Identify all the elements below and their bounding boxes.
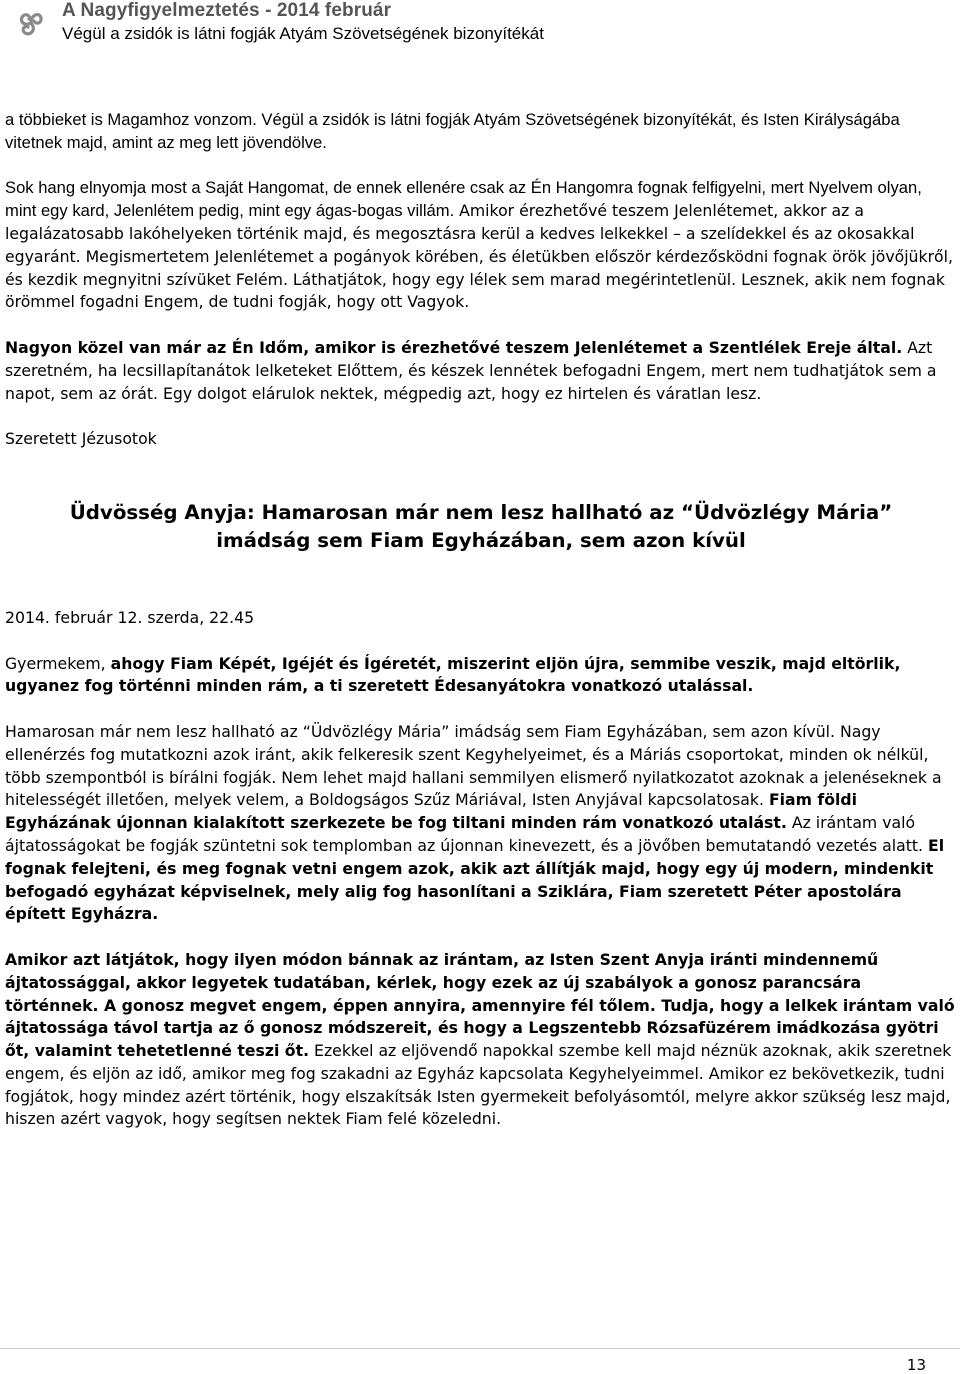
paragraph-text: Hamarosan már nem lesz hallható az “Üdvözlégy Mária” imádság sem Fiam Egyházában, sem azon kívül. Nagy ellenérzés fog mutatkozni azok iránt, akik felkeresik szent Kegyhelyeimet, és a Máriás csoportokat, minden ok nélkül, több szempontból is bírálni fogják. Nem lehet majd hallani semmilyen elismerő nyilatkozatot azoknak a jelenéseknek a hitelességét illetően, melyek velem, a Boldogságos Szűz Máriával, Isten Anyjával kapcsolatosak. (5, 721, 942, 810)
bold-text: Nagyon közel van már az Én Időm, amikor is érezhetővé teszem Jelenlétemet a Szentlélek Ereje által. (5, 337, 903, 357)
article-title-line: imádság sem Fiam Egyházában, sem azon kívül (216, 528, 746, 552)
header-subtitle: Végül a zsidók is látni fogják Atyám Szövetségének bizonyítékát (62, 24, 544, 43)
paragraph: a többieket is Magamhoz vonzom. Végül a zsidók is látni fogják Atyám Szövetségének bizonyítékát, és Isten Királyságába vitetnek majd, amint az meg lett jövendölve. (5, 110, 900, 152)
paragraph-text: Azt szeretném, ha lecsillapítanátok lelketeket Előttem, és készek lennétek befogadni Engem, mert nem tudhatjátok sem a napot, sem az órát. Egy dolgot elárulok nektek, mégpedig azt, hogy ez hirtelen és váratlan lesz. (5, 337, 937, 403)
paragraph (5, 653, 957, 699)
paragraph (5, 721, 957, 926)
paragraph-text: Az irántam való ájtatosságokat be fogják szüntetni sok templomban az újonnan kinevezett, és a jövőben bemutatandó vezetés alatt. (5, 813, 929, 855)
paragraph (5, 177, 957, 314)
footer-divider (0, 1348, 960, 1349)
article-title-line: Üdvösség Anyja: Hamarosan már nem lesz hallható az “Üdvözlégy Mária” (69, 500, 893, 524)
paragraph-text: Sok hang elnyomja most a Saját Hangomat, de ennek ellenére csak az Én Hangomra fognak felfigyelni, mert Nyelvem olyan, mint egy kard, Jelenlétem pedig, mint egy ágas-bogas villám. (5, 178, 922, 221)
page-number: 13 (906, 1356, 926, 1374)
paragraph-text: Amikor érezhetővé teszem Jelenlétemet, akkor az a legalázatosabb lakóhelyeken történik majd, és megosztásra kerül a kedves lelkekkel – a szelídekkel és az okosakkal egyaránt. Megismertetem Jelenlétemet a pogányok körében, és életükben először kérdezősködni fognak örök jövőjükről, és kezdik megnyitni szívüket Felém. Láthatjátok, hogy egy lélek sem marad megérintetlenül. Lesznek, akik nem fognak örömmel fogadni Engem, de tudni fogják, hogy ott Vagyok. (5, 201, 953, 312)
bold-text: Amikor azt látjátok, hogy ilyen módon bánnak az irántam, az Isten Szent Anyja iránti mindennemű ájtatossággal, akkor legyetek tudatában, kérlek, hogy ezek az új szabályok a gonosz parancsára történnek. A gonosz megvet engem, éppen annyira, amennyire fél tőlem. Tudja, hogy a lelkek irántam való ájtatossága távol tartja az ő gonosz módszereit, és hogy a Legszentebb Rózsafüzérem imádkozása gyötri őt, valamint tehetetlenné teszi őt. (5, 949, 955, 1061)
paragraph (5, 337, 957, 405)
bold-text: ahogy Fiam Képét, Igéjét és Ígéretét, miszerint eljön újra, semmibe veszik, majd eltörlik, ugyanez fog történni minden rám, a ti szeretett Édesanyátokra vonatkozó utalással. (5, 653, 901, 696)
signature: Szeretett Jézusotok (5, 429, 157, 449)
message-date: 2014. február 12. szerda, 22.45 (5, 607, 255, 627)
article-title (5, 499, 957, 555)
paragraph-text: Ezekkel az eljövendő napokkal szembe kell majd néznük azoknak, akik szeretnek engem, és eljön az idő, amikor meg fog szakadni az Egyház kapcsolata Kegyhelyeimmel. Amikor ez bekövetkezik, tudni fogjátok, hogy mindez azért történik, hogy elszakítsák Isten gyermekeit befolyásomtól, melyre akkor szükség lesz majd, hiszen azért vagyok, hogy segítsen nektek Fiam felé közeledni. (5, 1041, 952, 1129)
page-content (5, 109, 957, 1154)
paragraph-text: Gyermekem, (5, 653, 111, 673)
bold-text: Fiam földi Egyházának újonnan kialakított szerkezete be fog tiltani minden rám vonatkozó utalást. (5, 790, 858, 833)
triskele-icon (10, 2, 52, 44)
bold-text: El fognak felejteni, és meg fognak vetni engem azok, akik azt állítják majd, hogy egy új modern, mindenkit befogadó egyházat képviselnek, mely alig fog hasonlítani a Sziklára, Fiam szeretett Péter apostolára épített Egyházra. (5, 835, 945, 924)
header-title: A Nagyfigyelmeztetés - 2014 február (62, 0, 392, 21)
paragraph (5, 949, 957, 1131)
page-header (0, 0, 960, 50)
